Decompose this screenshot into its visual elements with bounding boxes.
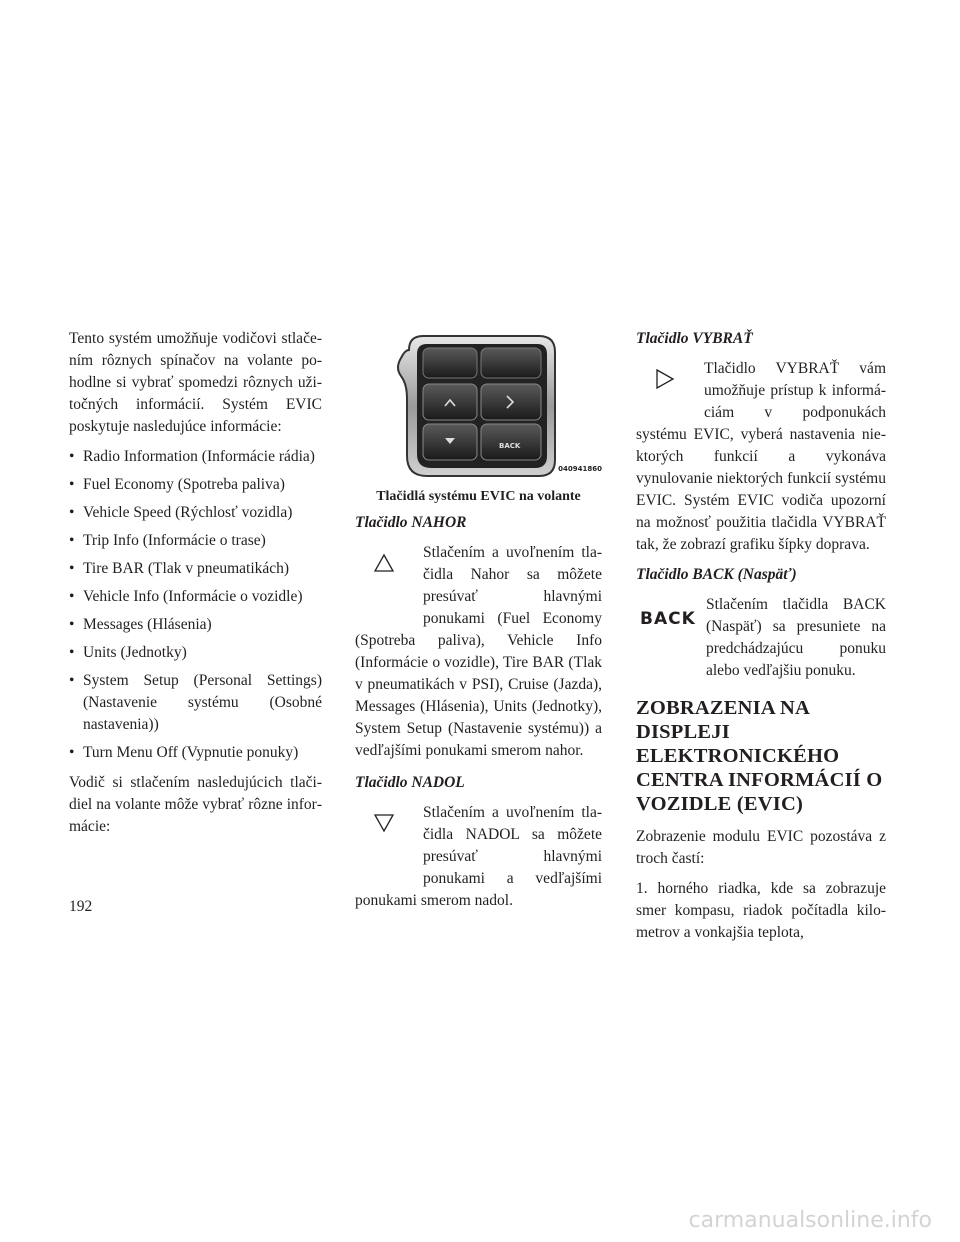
list-item: • Fuel Economy (Spotreba paliva) [69,474,322,496]
back-icon [636,594,706,680]
intro-paragraph: Tento systém umožňuje vodičovi stlačením rôznych spínačov na volante pohodlne si vybrať spomedzi rôznych užitočných informácií. Systém EVIC poskytuje nasledujúce informácie: [69,330,322,435]
figure-caption: Tlačidlá systému EVIC na volante [376,489,581,504]
section-title: ZOBRAZENIA NA DISPLEJI ELEKTRONICKÉHO CENTRA INFORMÁCIÍ O VOZIDLE (EVIC) [636,697,883,815]
back-button-text: Stlačením tlačidla BACK (Naspäť) sa presuniete na predchádzajúcu ponuku alebo vedľajšiu ponuku. [706,596,886,679]
down-button-text: Stlačením a uvoľnením tlačidla NADOL sa môžete presúvať hlavnými ponukami a vedľajšími ponukami smerom nadol. [355,804,602,909]
select-button-heading: Tlačidlo VYBRAŤ [636,330,753,347]
list-item: • System Setup (Personal Settings) (Nastavenie systému (Osobné nastavenia)) [69,670,322,736]
middle-column [355,328,602,912]
list-item: • Trip Info (Informácie o trase) [69,530,322,552]
left-column [69,328,322,838]
evic-info-list [69,446,322,764]
select-button-text: Tlačidlo VYBRAŤ vám umožňuje prístup k informáciám v podponukách systému EVIC, vyberá nastavenia niektorých funkcií a vykonáva vynulovanie niektorých funkcií systému EVIC. Systém EVIC vodiča upozorní na možnosť použitia tlačidla VYBRAŤ tak, že zobrazí grafiku šípky doprava. [636,360,886,553]
evic-buttons-figure [361,328,608,486]
section-intro: Zobrazenie modulu EVIC pozostáva z troch častí: [636,828,886,867]
right-column [636,328,886,944]
list-item: • Radio Information (Informácie rádia) [69,446,322,468]
watermark: carmanualsonline.info [688,1208,932,1233]
back-button-heading: Tlačidlo BACK (Naspäť) [636,566,797,583]
figure-code: 040941860 [558,465,602,473]
closing-paragraph: Vodič si stlačením nasledujúcich tlačidiel na volante môže vybrať rôzne informácie: [69,774,322,835]
down-button-heading: Tlačidlo NADOL [355,774,465,791]
list-item: • Vehicle Speed (Rýchlosť vozidla) [69,502,322,524]
select-button-block [636,358,886,556]
up-arrow-icon [355,542,423,630]
right-arrow-icon [636,358,704,424]
up-button-text: Stlačením a uvoľnením tlačidla Nahor sa môžete presúvať hlavnými ponukami (Fuel Economy (Spotreba paliva), Vehicle Info (Informácie o vozidle), Tire BAR (Tlak v pneumatikách v PSI), Cruise (Jazda), Messages (Hlásenia), Units (Jednotky), System Setup (Nastavenie systému)) a vedľajšími ponukami smerom nahor. [355,544,602,759]
list-item: • Messages (Hlásenia) [69,614,322,636]
back-icon-label: BACK [640,609,696,629]
section-item-1: 1. horného riadka, kde sa zobrazuje smer kompasu, riadok počítadla kilometrov a vonkajšia teplota, [636,880,886,941]
up-button-block [355,542,602,762]
list-item: • Vehicle Info (Informácie o vozidle) [69,586,322,608]
page-number: 192 [69,898,93,915]
down-button-block [355,802,602,912]
back-button-label: BACK [499,442,521,450]
list-item: • Tire BAR (Tlak v pneumatikách) [69,558,322,580]
down-arrow-icon [355,802,423,890]
back-button-block [636,594,886,682]
up-button-heading: Tlačidlo NAHOR [355,514,467,531]
list-item: • Turn Menu Off (Vypnutie ponuky) [69,742,322,764]
list-item: • Units (Jednotky) [69,642,322,664]
